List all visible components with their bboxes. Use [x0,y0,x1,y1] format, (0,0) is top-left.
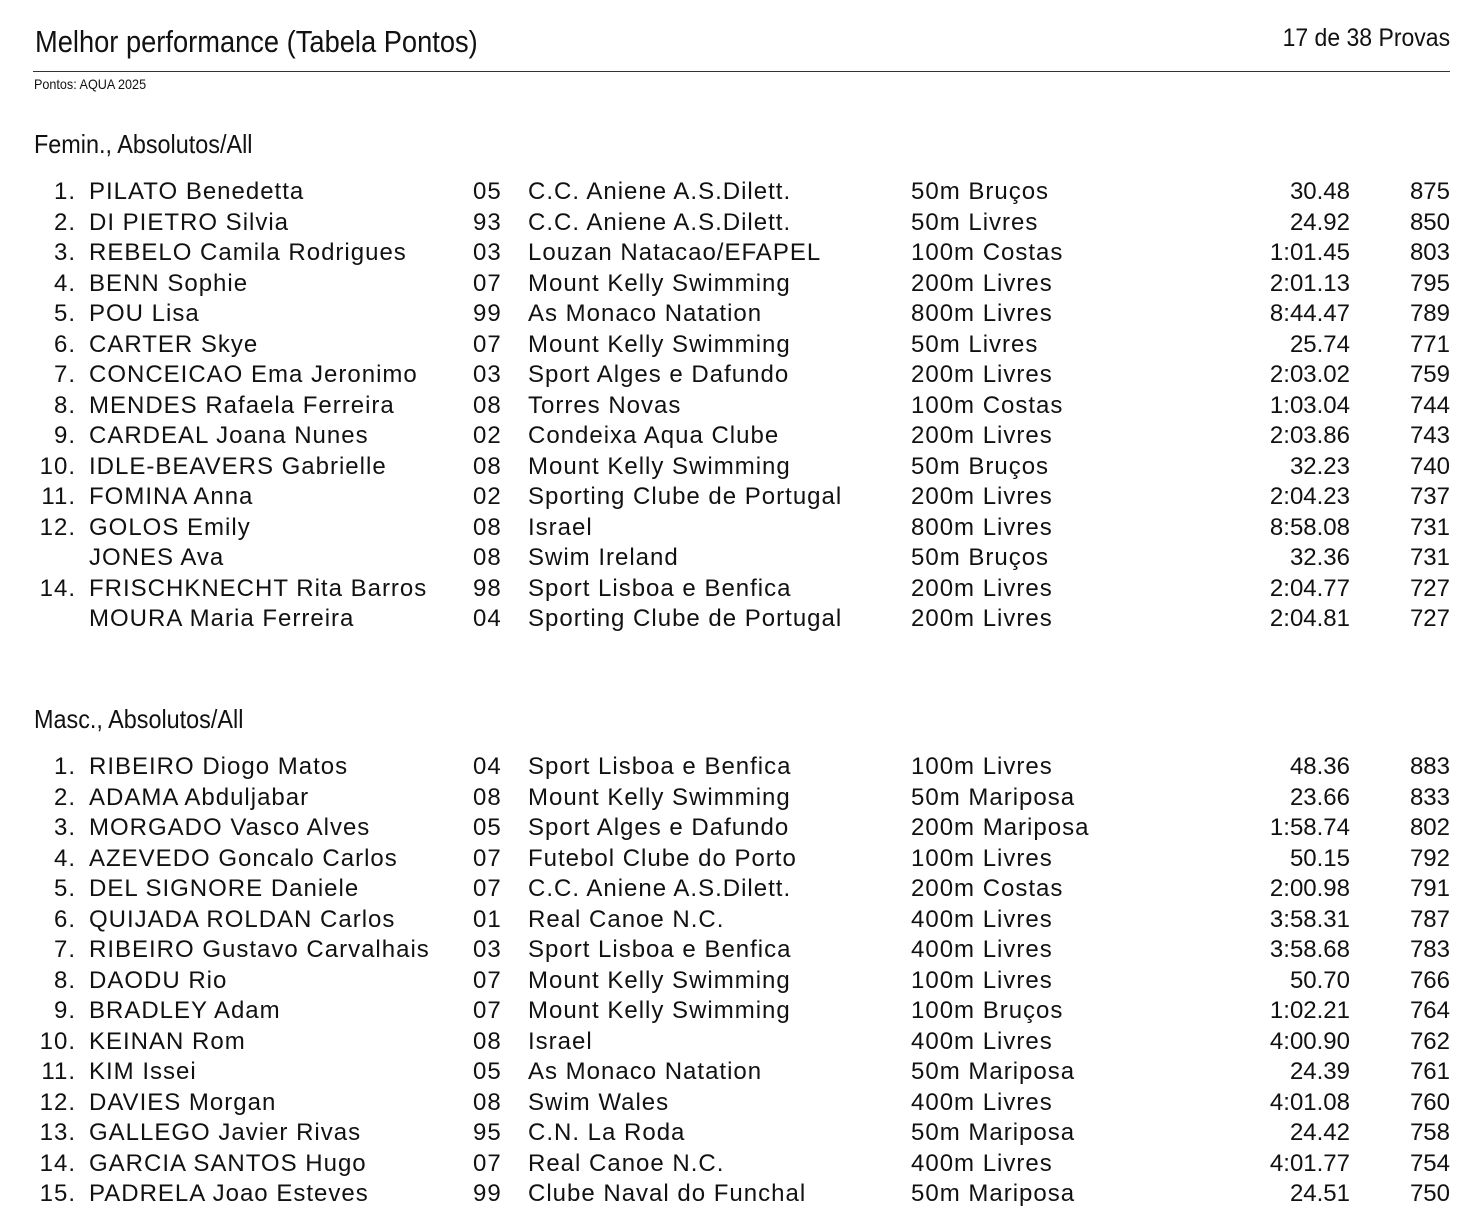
birth-year-cell: 93 [473,208,502,236]
points-table-label: Pontos: AQUA 2025 [34,76,147,92]
time-cell: 23.66 [1289,783,1350,811]
time-cell: 2:03.86 [1269,422,1350,449]
event-cell: 400m Livres [911,936,1053,963]
result-row [0,513,1472,544]
result-row [0,421,1472,452]
rank-cell: 14. [39,574,76,602]
points-cell: 789 [1409,300,1450,327]
club-cell: C.C. Aniene A.S.Dilett. [528,208,792,236]
time-cell: 48.36 [1289,753,1350,780]
result-row [0,177,1472,208]
time-cell: 24.92 [1289,208,1350,236]
club-cell: C.C. Aniene A.S.Dilett. [528,875,792,902]
time-cell: 4:00.90 [1269,1027,1350,1055]
time-cell: 30.48 [1289,178,1350,205]
points-cell: 833 [1409,783,1450,811]
birth-year-cell: 08 [473,1088,502,1116]
club-cell: Sport Lisboa e Benfica [528,574,792,602]
section-title-female: Femin., Absolutos/All [34,129,253,159]
birth-year-cell: 05 [473,814,502,841]
birth-year-cell: 04 [473,605,502,632]
athlete-name-cell: GARCIA SANTOS Hugo [89,1149,367,1177]
event-cell: 100m Livres [911,844,1053,872]
results-list-female [0,177,1472,635]
birth-year-cell: 03 [473,239,502,266]
time-cell: 2:04.81 [1269,605,1350,632]
club-cell: Real Canoe N.C. [528,905,725,933]
rank-cell: 12. [39,513,76,541]
athlete-name-cell: DEL SIGNORE Daniele [89,875,360,902]
rank-cell: 10. [39,1027,76,1055]
page-title: Melhor performance (Tabela Pontos) [35,24,478,59]
rank-cell: 1. [53,178,76,205]
result-row [0,966,1472,997]
points-cell: 731 [1409,544,1450,571]
time-cell: 1:03.04 [1269,391,1350,419]
rank-cell: 9. [53,422,76,449]
rank-cell: 2. [53,783,76,811]
club-cell: Sport Alges e Dafundo [528,361,790,388]
rank-cell: 11. [41,483,76,510]
event-cell: 100m Livres [911,966,1053,994]
points-cell: 727 [1409,605,1450,632]
birth-year-cell: 08 [473,513,502,541]
time-cell: 32.36 [1289,544,1350,571]
points-cell: 766 [1409,966,1450,994]
time-cell: 4:01.08 [1269,1088,1350,1116]
result-row [0,269,1472,300]
points-cell: 754 [1409,1149,1450,1177]
points-cell: 762 [1409,1027,1450,1055]
time-cell: 2:03.02 [1269,361,1350,388]
athlete-name-cell: IDLE-BEAVERS Gabrielle [89,452,387,480]
birth-year-cell: 07 [473,1149,502,1177]
event-cell: 400m Livres [911,905,1053,933]
points-cell: 737 [1409,483,1450,510]
rank-cell: 7. [53,361,76,388]
birth-year-cell: 02 [473,483,502,510]
rank-cell: 4. [53,844,76,872]
points-cell: 760 [1409,1088,1450,1116]
club-cell: Swim Ireland [528,544,679,571]
club-cell: Mount Kelly Swimming [528,330,791,358]
athlete-name-cell: QUIJADA ROLDAN Carlos [89,905,396,933]
birth-year-cell: 05 [473,178,502,205]
birth-year-cell: 05 [473,1058,502,1085]
result-row [0,844,1472,875]
birth-year-cell: 03 [473,936,502,963]
club-cell: Torres Novas [528,391,682,419]
rank-cell: 9. [53,997,76,1024]
result-row [0,299,1472,330]
athlete-name-cell: GOLOS Emily [89,513,251,541]
athlete-name-cell: DAVIES Morgan [89,1088,277,1116]
club-cell: Sport Lisboa e Benfica [528,753,792,780]
event-cell: 800m Livres [911,513,1053,541]
athlete-name-cell: MORGADO Vasco Alves [89,814,371,841]
athlete-name-cell: AZEVEDO Goncalo Carlos [89,844,398,872]
club-cell: As Monaco Natation [528,300,763,327]
result-row [0,996,1472,1027]
event-cell: 100m Livres [911,753,1053,780]
time-cell: 24.39 [1289,1058,1350,1085]
result-row [0,1118,1472,1149]
rank-cell: 8. [53,391,76,419]
birth-year-cell: 07 [473,997,502,1024]
points-cell: 727 [1409,574,1450,602]
points-cell: 761 [1409,1058,1450,1085]
time-cell: 24.42 [1289,1119,1350,1146]
birth-year-cell: 99 [473,300,502,327]
club-cell: Mount Kelly Swimming [528,452,791,480]
points-cell: 795 [1409,269,1450,297]
event-cell: 50m Mariposa [911,783,1076,811]
time-cell: 3:58.68 [1269,936,1350,963]
event-cell: 400m Livres [911,1027,1053,1055]
athlete-name-cell: CONCEICAO Ema Jeronimo [89,361,418,388]
event-cell: 100m Costas [911,391,1064,419]
event-cell: 50m Bruços [911,452,1050,480]
result-row [0,905,1472,936]
club-cell: Futebol Clube do Porto [528,844,797,872]
athlete-name-cell: RIBEIRO Diogo Matos [89,753,349,780]
athlete-name-cell: DI PIETRO Silvia [89,208,290,236]
club-cell: Mount Kelly Swimming [528,997,791,1024]
time-cell: 32.23 [1289,452,1350,480]
athlete-name-cell: POU Lisa [89,300,200,327]
birth-year-cell: 08 [473,544,502,571]
rank-cell: 1. [53,753,76,780]
club-cell: Israel [528,513,593,541]
athlete-name-cell: DAODU Rio [89,966,228,994]
birth-year-cell: 08 [473,391,502,419]
athlete-name-cell: FRISCHKNECHT Rita Barros [89,574,428,602]
club-cell: Mount Kelly Swimming [528,269,791,297]
points-cell: 750 [1409,1180,1450,1207]
event-cell: 100m Bruços [911,997,1064,1024]
time-cell: 1:58.74 [1269,814,1350,841]
birth-year-cell: 98 [473,574,502,602]
result-row [0,1149,1472,1180]
athlete-name-cell: KIM Issei [89,1058,197,1085]
event-cell: 400m Livres [911,1088,1053,1116]
event-cell: 50m Mariposa [911,1119,1076,1146]
rank-cell: 4. [53,269,76,297]
time-cell: 1:02.21 [1269,997,1350,1024]
result-row [0,574,1472,605]
time-cell: 50.15 [1289,844,1350,872]
club-cell: Real Canoe N.C. [528,1149,725,1177]
time-cell: 2:01.13 [1269,269,1350,297]
birth-year-cell: 07 [473,966,502,994]
rank-cell: 14. [39,1149,76,1177]
rank-cell: 15. [39,1180,76,1207]
event-cell: 200m Mariposa [911,814,1090,841]
event-cell: 50m Livres [911,330,1039,358]
points-cell: 759 [1409,361,1450,388]
birth-year-cell: 02 [473,422,502,449]
rank-cell: 12. [39,1088,76,1116]
section-title-male: Masc., Absolutos/All [34,704,244,734]
event-cell: 50m Bruços [911,178,1050,205]
club-cell: Sport Alges e Dafundo [528,814,790,841]
rank-cell: 2. [53,208,76,236]
time-cell: 8:58.08 [1269,513,1350,541]
event-cell: 50m Bruços [911,544,1050,571]
athlete-name-cell: MOURA Maria Ferreira [89,605,355,632]
rank-cell: 5. [53,300,76,327]
club-cell: Israel [528,1027,593,1055]
event-cell: 50m Mariposa [911,1180,1076,1207]
rank-cell: 8. [53,966,76,994]
birth-year-cell: 01 [473,905,502,933]
club-cell: Sporting Clube de Portugal [528,483,843,510]
club-cell: Louzan Natacao/EFAPEL [528,239,822,266]
athlete-name-cell: PADRELA Joao Esteves [89,1180,369,1207]
birth-year-cell: 07 [473,330,502,358]
provas-count: 17 de 38 Provas [1282,24,1450,52]
event-cell: 200m Livres [911,422,1053,449]
time-cell: 2:04.23 [1269,483,1350,510]
points-cell: 850 [1409,208,1450,236]
rank-cell: 3. [53,814,76,841]
rank-cell: 6. [53,330,76,358]
results-list-male [0,752,1472,1210]
rank-cell: 10. [39,452,76,480]
event-cell: 50m Mariposa [911,1058,1076,1085]
club-cell: Mount Kelly Swimming [528,783,791,811]
points-cell: 787 [1409,905,1450,933]
points-cell: 744 [1409,391,1450,419]
rank-cell: 7. [53,936,76,963]
result-row [0,482,1472,513]
result-row [0,1027,1472,1058]
club-cell: Sport Lisboa e Benfica [528,936,792,963]
result-row [0,543,1472,574]
athlete-name-cell: FOMINA Anna [89,483,254,510]
points-cell: 803 [1409,239,1450,266]
result-row [0,1057,1472,1088]
time-cell: 50.70 [1289,966,1350,994]
result-row [0,783,1472,814]
athlete-name-cell: RIBEIRO Gustavo Carvalhais [89,936,430,963]
event-cell: 200m Livres [911,605,1053,632]
birth-year-cell: 04 [473,753,502,780]
athlete-name-cell: BENN Sophie [89,269,249,297]
rank-cell: 11. [41,1058,76,1085]
points-cell: 791 [1409,875,1450,902]
birth-year-cell: 08 [473,452,502,480]
result-row [0,1179,1472,1210]
birth-year-cell: 99 [473,1180,502,1207]
points-cell: 802 [1409,814,1450,841]
athlete-name-cell: PILATO Benedetta [89,178,305,205]
time-cell: 4:01.77 [1269,1149,1350,1177]
event-cell: 800m Livres [911,300,1053,327]
points-cell: 771 [1409,330,1450,358]
points-cell: 743 [1409,422,1450,449]
time-cell: 2:04.77 [1269,574,1350,602]
time-cell: 25.74 [1289,330,1350,358]
result-row [0,391,1472,422]
points-cell: 783 [1409,936,1450,963]
result-row [0,330,1472,361]
result-row [0,452,1472,483]
event-cell: 400m Livres [911,1149,1053,1177]
result-row [0,752,1472,783]
club-cell: As Monaco Natation [528,1058,763,1085]
birth-year-cell: 08 [473,783,502,811]
club-cell: Mount Kelly Swimming [528,966,791,994]
header-divider [33,71,1450,72]
result-row [0,874,1472,905]
result-row [0,813,1472,844]
rank-cell: 3. [53,239,76,266]
club-cell: Condeixa Aqua Clube [528,422,780,449]
result-row [0,604,1472,635]
athlete-name-cell: ADAMA Abduljabar [89,783,310,811]
event-cell: 200m Livres [911,574,1053,602]
time-cell: 8:44.47 [1269,300,1350,327]
points-cell: 740 [1409,452,1450,480]
result-row [0,1088,1472,1119]
event-cell: 200m Livres [911,269,1053,297]
time-cell: 24.51 [1289,1180,1350,1207]
points-cell: 883 [1409,753,1450,780]
time-cell: 3:58.31 [1269,905,1350,933]
athlete-name-cell: CARDEAL Joana Nunes [89,422,369,449]
club-cell: Clube Naval do Funchal [528,1180,807,1207]
athlete-name-cell: CARTER Skye [89,330,259,358]
event-cell: 200m Livres [911,483,1053,510]
birth-year-cell: 07 [473,844,502,872]
points-cell: 792 [1409,844,1450,872]
result-row [0,238,1472,269]
athlete-name-cell: BRADLEY Adam [89,997,281,1024]
time-cell: 1:01.45 [1269,239,1350,266]
birth-year-cell: 08 [473,1027,502,1055]
athlete-name-cell: MENDES Rafaela Ferreira [89,391,395,419]
result-row [0,360,1472,391]
points-cell: 758 [1409,1119,1450,1146]
athlete-name-cell: JONES Ava [89,544,225,571]
event-cell: 50m Livres [911,208,1039,236]
points-cell: 764 [1409,997,1450,1024]
points-cell: 875 [1409,178,1450,205]
points-cell: 731 [1409,513,1450,541]
event-cell: 200m Costas [911,875,1064,902]
result-row [0,935,1472,966]
club-cell: Sporting Clube de Portugal [528,605,843,632]
event-cell: 200m Livres [911,361,1053,388]
event-cell: 100m Costas [911,239,1064,266]
birth-year-cell: 95 [473,1119,502,1146]
club-cell: Swim Wales [528,1088,670,1116]
result-row [0,208,1472,239]
athlete-name-cell: GALLEGO Javier Rivas [89,1119,362,1146]
athlete-name-cell: REBELO Camila Rodrigues [89,239,407,266]
rank-cell: 6. [53,905,76,933]
rank-cell: 13. [39,1119,76,1146]
athlete-name-cell: KEINAN Rom [89,1027,246,1055]
time-cell: 2:00.98 [1269,875,1350,902]
birth-year-cell: 07 [473,269,502,297]
club-cell: C.C. Aniene A.S.Dilett. [528,178,792,205]
rank-cell: 5. [53,875,76,902]
birth-year-cell: 03 [473,361,502,388]
birth-year-cell: 07 [473,875,502,902]
club-cell: C.N. La Roda [528,1119,686,1146]
